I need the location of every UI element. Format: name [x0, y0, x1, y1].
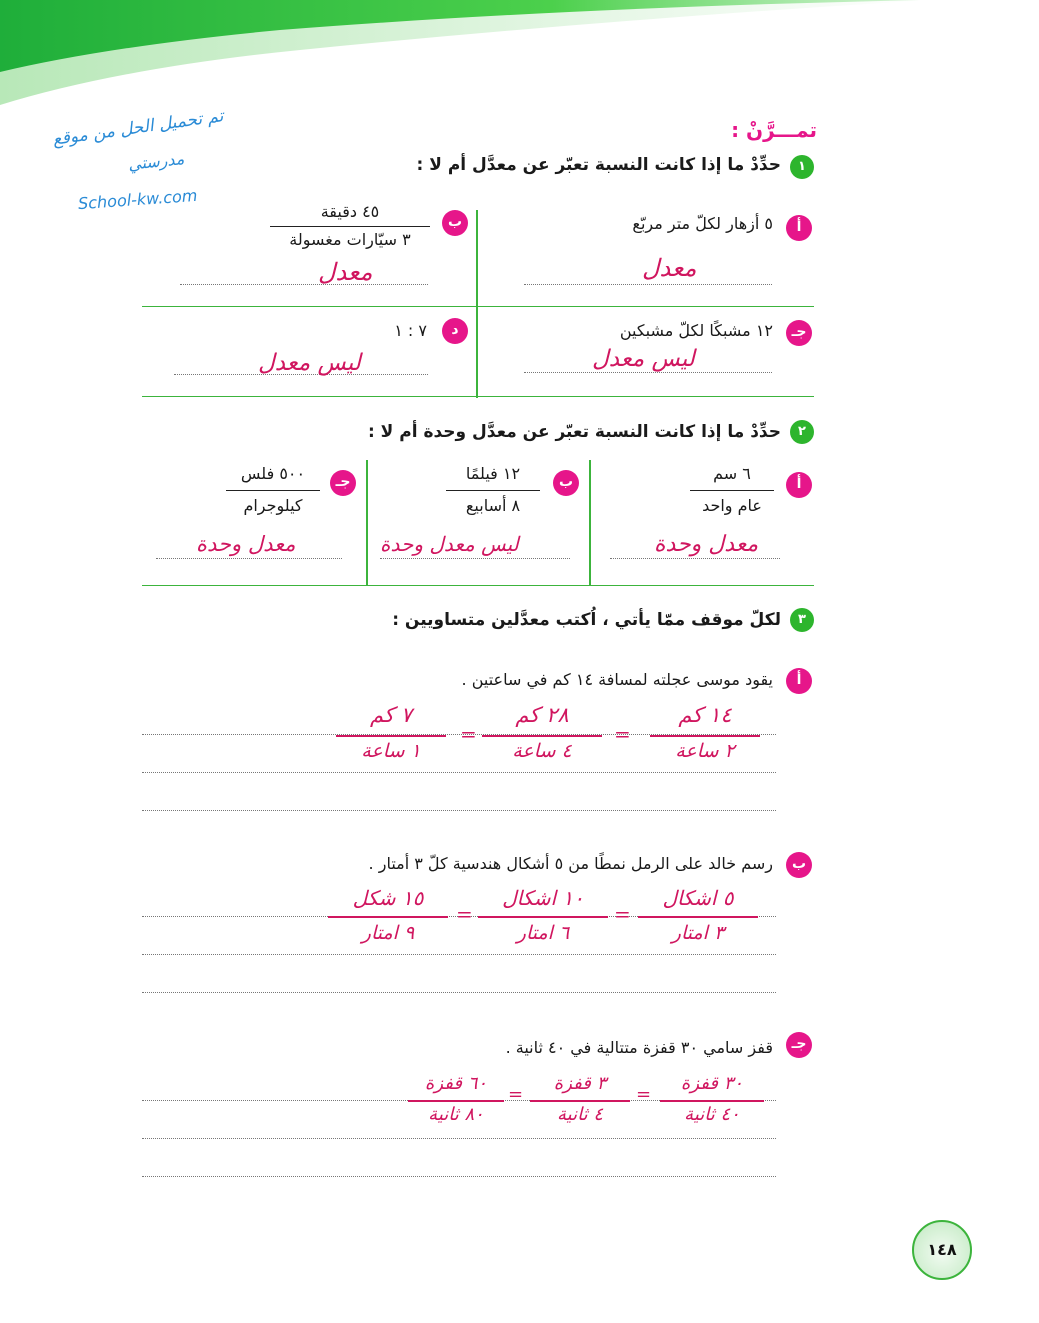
- q2-c-answer: معدل وحدة: [196, 532, 296, 556]
- q3-b-eq1: =: [614, 902, 631, 926]
- q2-b-fraction-bar: [446, 490, 540, 491]
- q1-c-answer: ليس معدل: [592, 346, 695, 372]
- q1-number-badge: ١: [790, 155, 814, 179]
- q1-vertical-divider: [476, 210, 478, 398]
- q2-b-denominator: ٨ أسابيع: [465, 496, 521, 515]
- q3-instruction: لكلّ موقف ممّا يأتي ، اُكتب معدَّلين متساويين :: [392, 610, 781, 630]
- q3-a-frac2-bar: [482, 735, 602, 737]
- q3-number-badge: ٣: [790, 608, 814, 632]
- watermark-line3: School-kw.com: [77, 185, 199, 214]
- q2-b-answer-line: [380, 558, 570, 559]
- q1-b-numerator: ٤٥ دقيقة: [320, 202, 380, 221]
- q3-c-frac2-den: ٤ ثانية: [557, 1104, 603, 1125]
- q2-b-numerator: ١٢ فيلمًا: [465, 464, 521, 483]
- q3-b-text: رسم خالد على الرمل نمطًا من ٥ أشكال هندسية كلّ ٣ أمتار .: [368, 854, 773, 873]
- q3-c-eq2: =: [508, 1084, 524, 1105]
- q2-a-numerator: ٦ سم: [713, 464, 751, 483]
- q3-c-eq1: =: [636, 1084, 652, 1105]
- q3-c-line2: [142, 1138, 776, 1139]
- q2-b-answer: ليس معدل وحدة: [380, 532, 519, 556]
- q3-c-frac3-bar: [408, 1100, 504, 1102]
- q2-c-numerator: ٥٠٠ فلس: [240, 464, 306, 483]
- q2-a-answer: معدل وحدة: [654, 532, 759, 557]
- q3-a-frac1-num: ١٤ كم: [678, 703, 732, 727]
- q3-b-frac1-den: ٣ امتار: [671, 922, 725, 944]
- q3-c-frac1-bar: [660, 1100, 764, 1102]
- q1-bottom-divider: [142, 396, 814, 397]
- q3-b-eq2: =: [456, 902, 473, 926]
- q3-c-frac2-num: ٣ قفزة: [553, 1073, 607, 1094]
- q3-a-badge: أ: [786, 668, 812, 694]
- q3-a-line2: [142, 772, 776, 773]
- q2-c-answer-line: [156, 558, 342, 559]
- q3-b-frac3-bar: [328, 916, 448, 918]
- q3-a-line3: [142, 810, 776, 811]
- q3-b-frac2-den: ٦ امتار: [516, 922, 570, 944]
- q2-bottom-divider: [142, 585, 814, 586]
- q1-a-text: ٥ أزهار لكلّ متر مربّع: [632, 214, 773, 233]
- q3-a-eq1: =: [614, 722, 631, 746]
- q2-a-answer-line: [610, 558, 780, 559]
- q2-number-badge: ٢: [790, 420, 814, 444]
- page-number-badge: [912, 1220, 972, 1280]
- q2-c-fraction-bar: [226, 490, 320, 491]
- q3-a-frac3-num: ٧ كم: [370, 703, 412, 727]
- q2-c-badge: جـ: [330, 470, 356, 496]
- q1-b-answer-line: [180, 284, 428, 285]
- q3-a-frac1-den: ٢ ساعة: [675, 740, 735, 762]
- q3-c-frac1-num: ٣٠ قفزة: [680, 1073, 744, 1094]
- q3-a-text: يقود موسى عجلته لمسافة ١٤ كم في ساعتين .: [461, 670, 773, 689]
- q2-a-denominator: عام واحد: [702, 496, 762, 515]
- q2-divider-left: [366, 460, 368, 586]
- q1-b-fraction-bar: [270, 226, 430, 227]
- q3-a-frac2-den: ٤ ساعة: [512, 740, 572, 762]
- q2-divider-right: [589, 460, 591, 586]
- q3-a-frac3-den: ١ ساعة: [361, 740, 421, 762]
- watermark-line2: مدرستي: [127, 149, 186, 174]
- q3-b-line3: [142, 992, 776, 993]
- q1-c-text: ١٢ مشبكًا لكلّ مشبكين: [619, 321, 773, 340]
- q3-b-frac3-num: ١٥ شكل: [352, 886, 424, 910]
- q1-d-answer: ليس معدل: [258, 350, 361, 376]
- q3-b-badge: ب: [786, 852, 812, 878]
- q3-a-frac2-num: ٢٨ كم: [515, 703, 569, 727]
- q2-a-badge: أ: [786, 472, 812, 498]
- q1-a-answer-line: [524, 284, 772, 285]
- q3-b-line2: [142, 954, 776, 955]
- q3-a-frac1-bar: [650, 735, 760, 737]
- q3-c-text: قفز سامي ٣٠ قفزة متتالية في ٤٠ ثانية .: [505, 1038, 773, 1057]
- q1-a-answer: معدل: [642, 254, 697, 282]
- q3-a-eq2: =: [460, 722, 477, 746]
- q2-b-badge: ب: [553, 470, 579, 496]
- q1-c-badge: جـ: [786, 320, 812, 346]
- q1-a-badge: أ: [786, 215, 812, 241]
- q1-b-badge: ب: [442, 210, 468, 236]
- watermark-line1: تم تحميل الحل من موقع: [51, 106, 225, 150]
- q3-c-frac2-bar: [530, 1100, 630, 1102]
- q3-c-frac1-den: ٤٠ ثانية: [684, 1104, 740, 1125]
- q3-b-frac2-bar: [478, 916, 608, 918]
- q2-instruction: حدِّدْ ما إذا كانت النسبة تعبّر عن معدَّل وحدة أم لا :: [367, 422, 781, 442]
- q1-d-text: ٧ : ١: [394, 321, 427, 340]
- q3-c-frac3-num: ٦٠ قفزة: [424, 1073, 488, 1094]
- q3-b-frac1-bar: [638, 916, 758, 918]
- q2-a-fraction-bar: [690, 490, 774, 491]
- q1-c-answer-line: [524, 372, 772, 373]
- q3-c-frac3-den: ٨٠ ثانية: [428, 1104, 484, 1125]
- q3-a-frac3-bar: [336, 735, 446, 737]
- q1-horizontal-divider: [142, 306, 814, 307]
- q1-b-denominator: ٣ سيّارات مغسولة: [289, 230, 411, 249]
- q1-b-answer: معدل: [318, 258, 373, 286]
- exercise-heading: تمـــرَّنْ :: [731, 118, 817, 142]
- q3-b-frac2-num: ١٠ اشكال: [502, 886, 584, 910]
- page-number: ١٤٨: [927, 1240, 957, 1259]
- q1-d-badge: د: [442, 318, 468, 344]
- q2-c-denominator: كيلوجرام: [243, 496, 303, 515]
- q3-c-badge: جـ: [786, 1032, 812, 1058]
- q3-b-frac1-num: ٥ اشكال: [662, 886, 734, 910]
- header-swoosh: [0, 0, 1039, 130]
- q3-b-frac3-den: ٩ امتار: [361, 922, 415, 944]
- q3-c-line3: [142, 1176, 776, 1177]
- q1-instruction: حدِّدْ ما إذا كانت النسبة تعبّر عن معدَّل أم لا :: [416, 155, 781, 175]
